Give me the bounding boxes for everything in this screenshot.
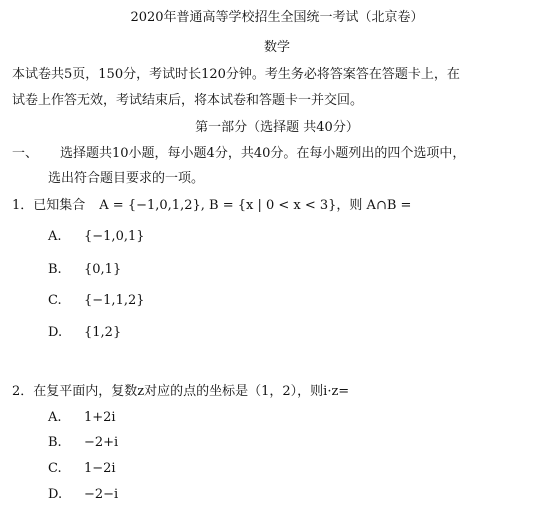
option-text: {0,1} xyxy=(84,262,122,277)
question-2-option-c xyxy=(48,461,116,476)
option-text: 1−2i xyxy=(84,461,116,476)
option-text: −2+i xyxy=(84,435,119,450)
question-1-option-b xyxy=(48,262,121,277)
intro-line-1: 本试卷共5页，150分，考试时长120分钟。考生务必将答案答在答题卡上，在 xyxy=(12,67,460,82)
option-text: {−1,1,2} xyxy=(84,293,145,308)
question-2-option-b xyxy=(48,435,118,450)
option-label: A. xyxy=(48,410,62,425)
option-text: 1+2i xyxy=(84,410,116,425)
question-2-stem: 2．在复平面内，复数z对应的点的坐标是（1，2），则i·z= xyxy=(12,384,350,399)
question-1-stem xyxy=(12,194,411,213)
option-text: {1,2} xyxy=(84,325,122,340)
option-text: {−1,0,1} xyxy=(84,229,145,244)
option-text: −2−i xyxy=(84,487,119,502)
option-label: B. xyxy=(48,435,62,450)
option-label: C. xyxy=(48,461,62,476)
option-label: D. xyxy=(48,487,63,502)
option-label: A. xyxy=(48,229,62,244)
exam-title: 2020年普通高等学校招生全国统一考试（北京卷） xyxy=(130,10,424,25)
section-number: 一、 xyxy=(12,146,39,161)
question-2-option-d xyxy=(48,487,118,502)
question-1-math: A = {−1,0,1,2}, B = {x | 0 < x < 3}，则 A∩B = xyxy=(99,198,412,213)
option-label: B. xyxy=(48,262,62,277)
intro-line-2: 试卷上作答无效，考试结束后，将本试卷和答题卡一并交回。 xyxy=(12,93,364,108)
option-label: D. xyxy=(48,325,63,340)
question-1-option-c xyxy=(48,293,145,308)
question-2-option-a xyxy=(48,410,116,425)
question-1-option-a xyxy=(48,229,145,244)
part-heading: 第一部分（选择题 共40分） xyxy=(195,120,359,135)
option-label: C. xyxy=(48,293,62,308)
section-instruction xyxy=(12,142,465,161)
subject-heading: 数学 xyxy=(263,40,290,55)
section-instruction-line-2: 选出符合题目要求的一项。 xyxy=(48,171,205,186)
question-1-text: 1．已知集合 xyxy=(12,198,86,213)
section-instruction-line-1: 选择题共10小题，每小题4分，共40分。在每小题列出的四个选项中， xyxy=(60,146,466,161)
question-1-option-d xyxy=(48,325,121,340)
